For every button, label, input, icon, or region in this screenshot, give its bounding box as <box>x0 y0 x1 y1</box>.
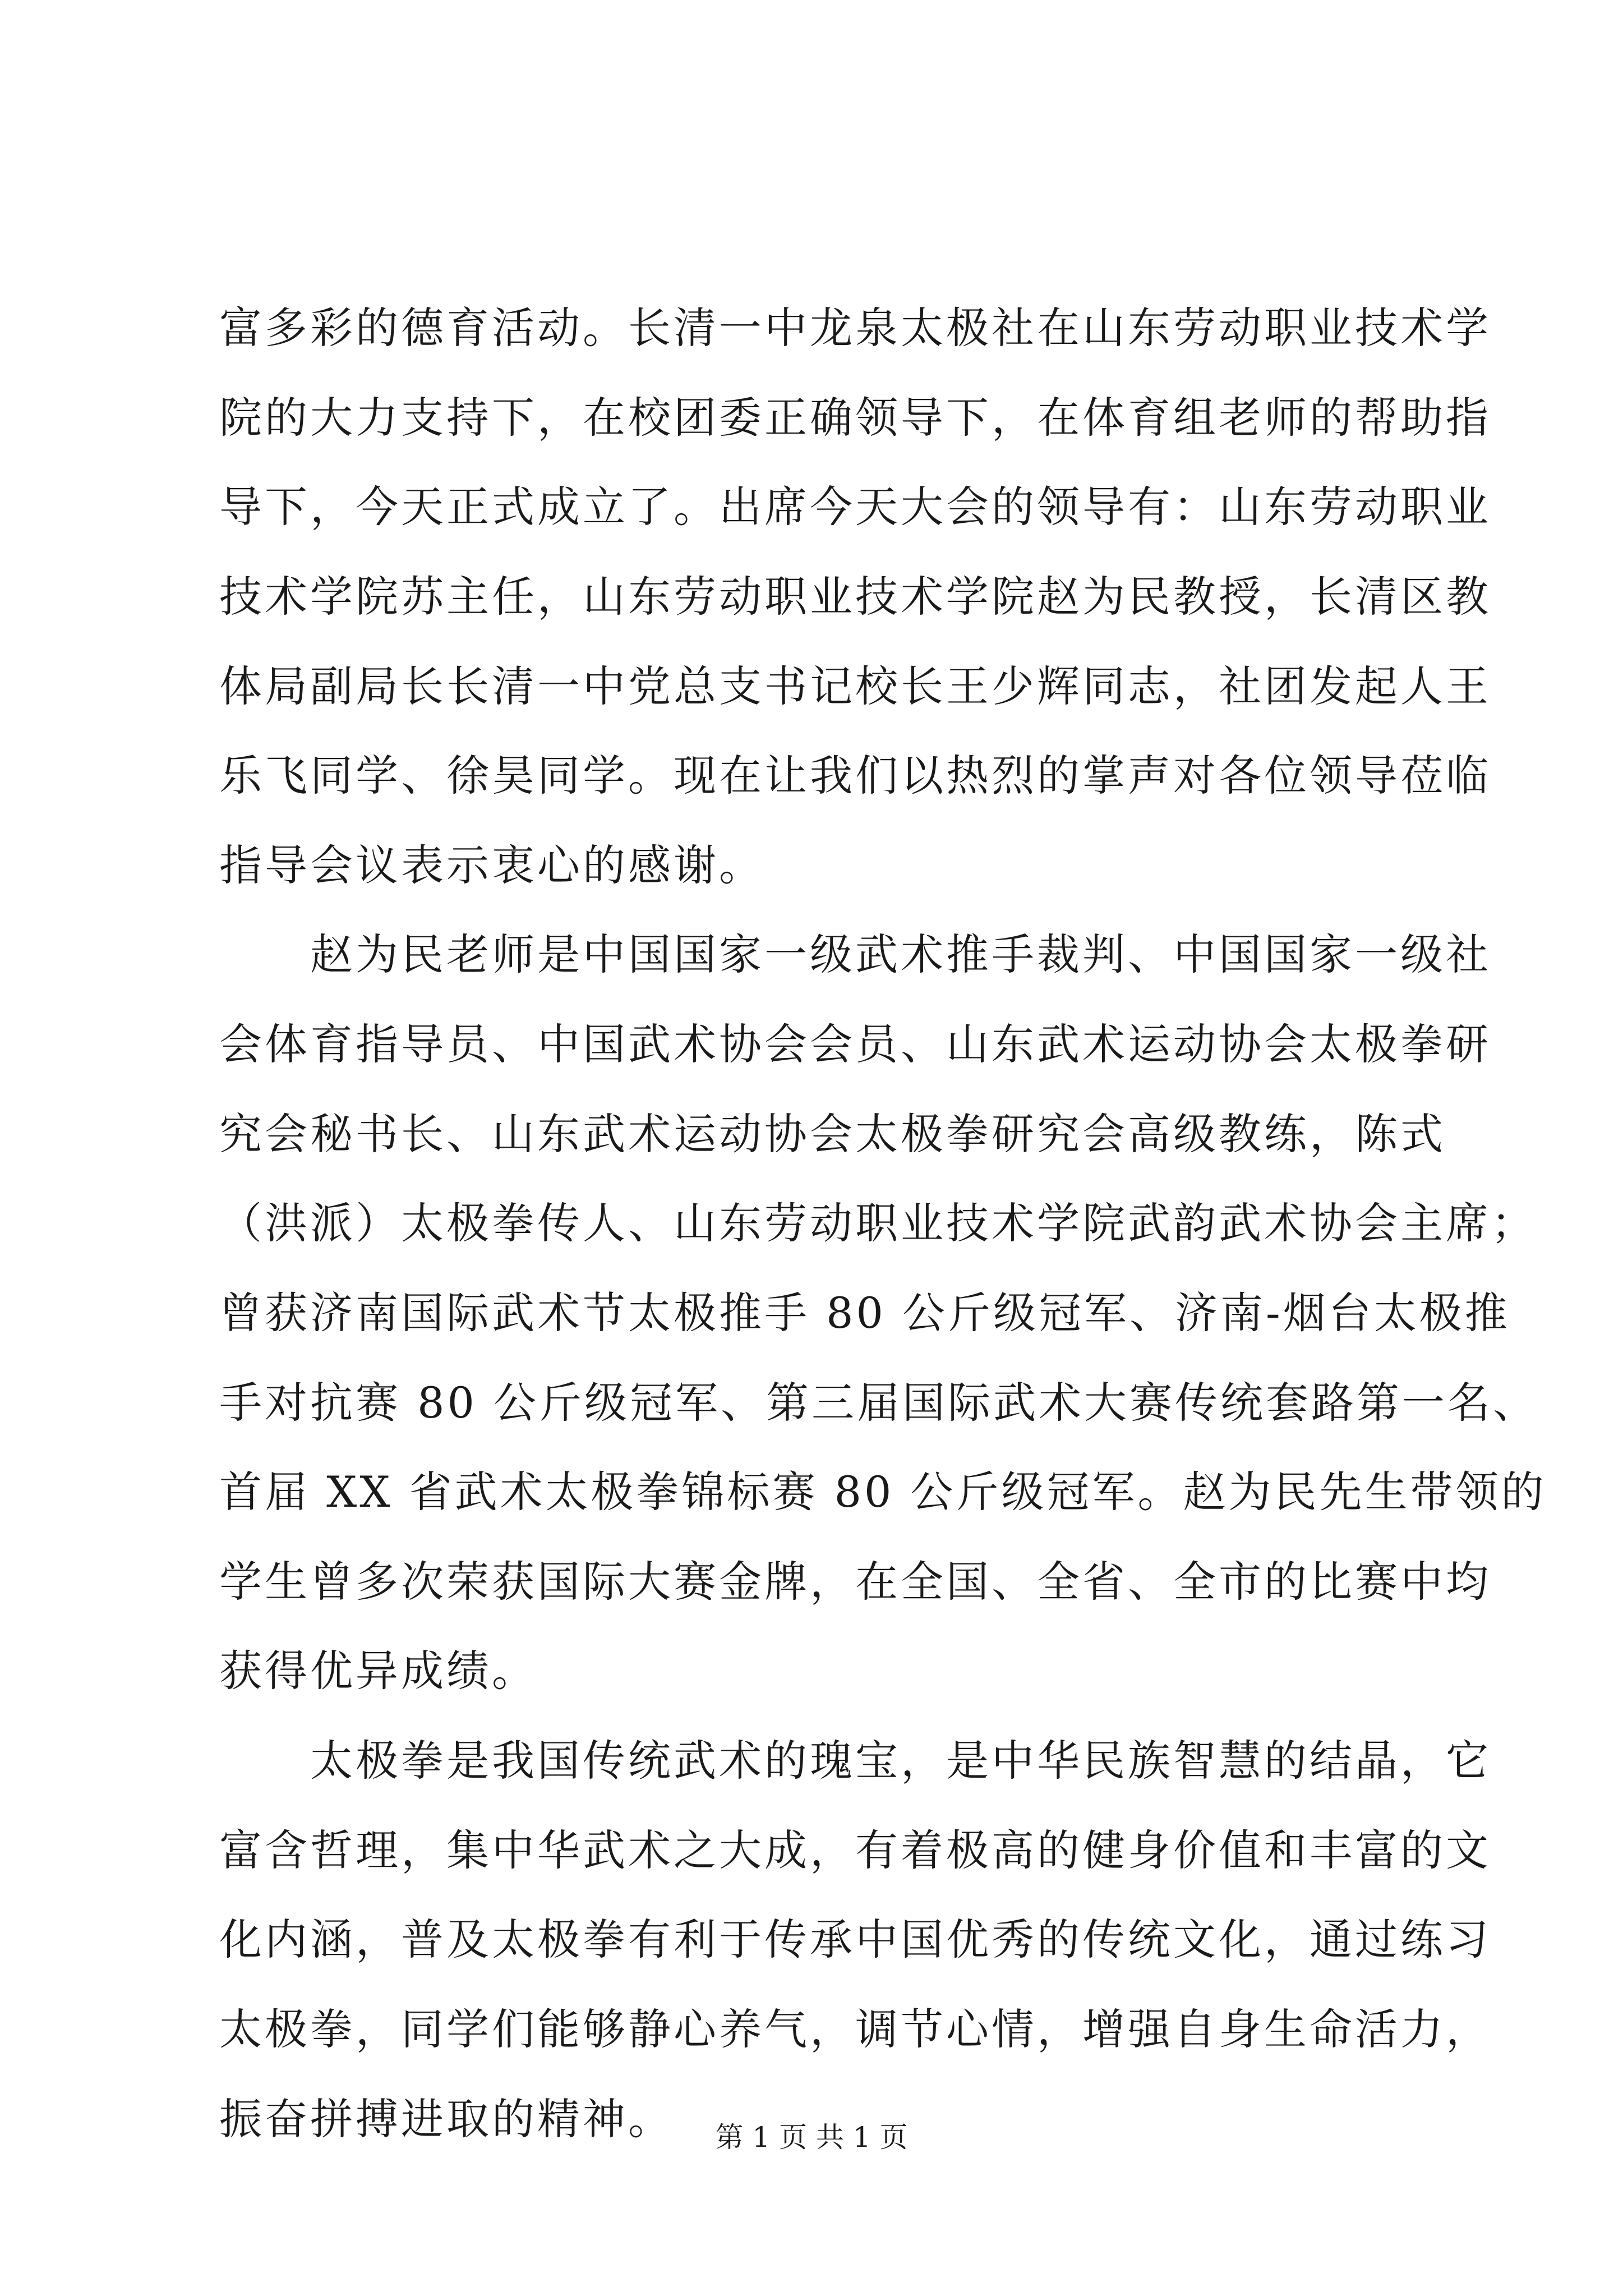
text-line: 太极拳是我国传统武术的瑰宝，是中华民族智慧的结晶，它 <box>219 1736 1491 1786</box>
text-line: 太极拳，同学们能够静心养气，调节心情，增强自身生命活力， <box>219 2004 1491 2054</box>
text-line: 富多彩的德育活动。长清一中龙泉太极社在山东劳动职业技术学 <box>219 303 1491 353</box>
text-line: 首届 XX 省武术太极拳锦标赛 80 公斤级冠军。赵为民先生带领的 <box>219 1467 1547 1517</box>
text-line: 化内涵，普及太极拳有利于传承中国优秀的传统文化，通过练习 <box>219 1915 1491 1964</box>
text-line: （洪派）太极拳传人、山东劳动职业技术学院武韵武术协会主席； <box>219 1198 1537 1248</box>
text-line: 指导会议表示衷心的感谢。 <box>219 840 764 890</box>
text-line: 手对抗赛 80 公斤级冠军、第三届国际武术大赛传统套路第一名、 <box>219 1378 1539 1428</box>
text-line: 曾获济南国际武术节太极推手 80 公斤级冠军、济南-烟台太极推 <box>219 1288 1510 1338</box>
text-line: 院的大力支持下，在校团委正确领导下，在体育组老师的帮助指 <box>219 393 1491 443</box>
text-line: 导下，今天正式成立了。出席今天大会的领导有：山东劳动职业 <box>219 482 1491 532</box>
page-number-footer: 第 1 页 共 1 页 <box>715 2121 908 2154</box>
text-line: 会体育指导员、中国武术协会会员、山东武术运动协会太极拳研 <box>219 1019 1491 1069</box>
text-line: 乐飞同学、徐昊同学。现在让我们以热烈的掌声对各位领导莅临 <box>219 751 1491 800</box>
text-line: 学生曾多次荣获国际大赛金牌，在全国、全省、全市的比赛中均 <box>219 1557 1491 1607</box>
text-line: 富含哲理，集中华武术之大成，有着极高的健身价值和丰富的文 <box>219 1825 1491 1875</box>
text-line: 赵为民老师是中国国家一级武术推手裁判、中国国家一级社 <box>219 930 1491 979</box>
text-line: 体局副局长长清一中党总支书记校长王少辉同志，社团发起人王 <box>219 661 1491 711</box>
text-line: 获得优异成绩。 <box>219 1646 537 1696</box>
text-line: 究会秘书长、山东武术运动协会太极拳研究会高级教练，陈式 <box>219 1109 1446 1159</box>
text-line: 振奋拼搏进取的精神。 <box>219 2094 674 2144</box>
text-line: 技术学院苏主任，山东劳动职业技术学院赵为民教授，长清区教 <box>219 572 1491 622</box>
